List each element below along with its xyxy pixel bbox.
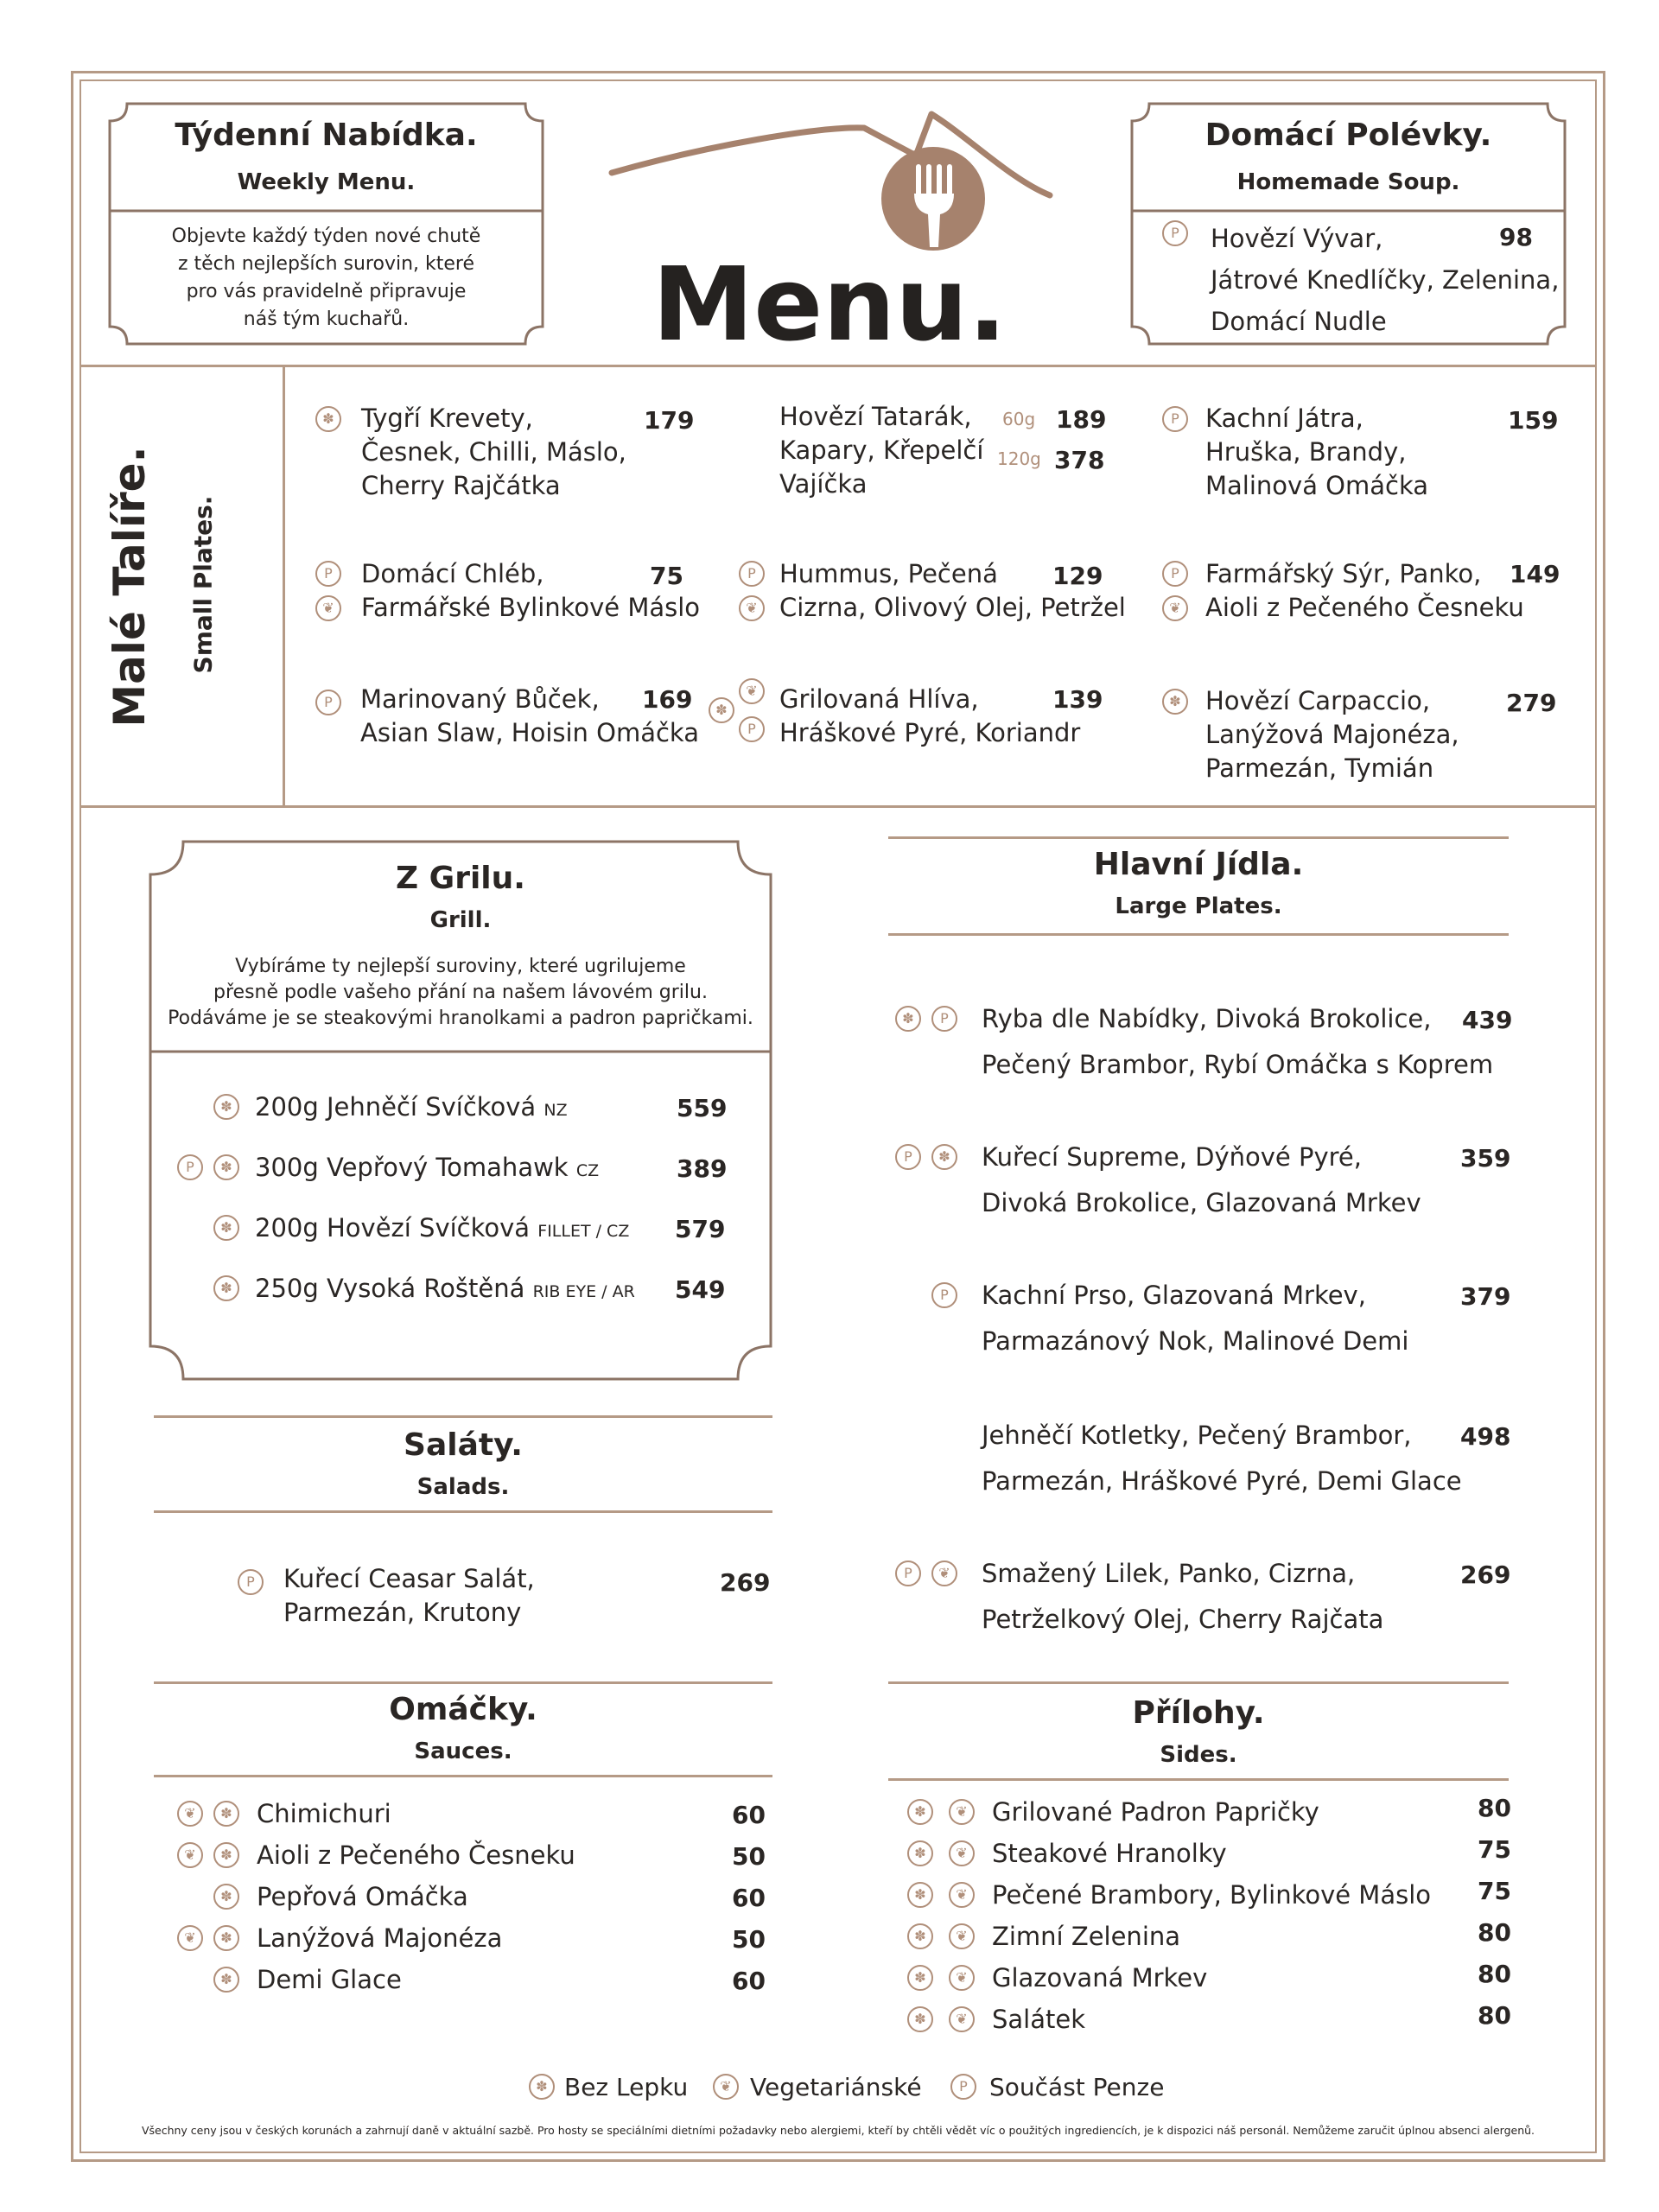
sauce-price: 60 [732, 1801, 766, 1829]
grill-description [149, 954, 772, 1032]
salads-title: Saláty. [404, 1427, 523, 1463]
grill-item-label: 250g Vysoká Roštěná [255, 1274, 525, 1303]
main-item-line: Parmazánový Nok, Malinové Demi [982, 1326, 1409, 1356]
wheat-icon: ✽ [213, 1884, 239, 1910]
side-name: Zimní Zelenina [992, 1922, 1181, 1951]
main-item-line: Smažený Lilek, Panko, Cizrna, [982, 1559, 1356, 1588]
sides-title: Přílohy. [1132, 1695, 1265, 1731]
sauce-name: Pepřová Omáčka [257, 1882, 468, 1911]
soup-price: 98 [1499, 223, 1533, 251]
salads-rule-bottom [154, 1510, 772, 1513]
wheat-icon: ✽ [907, 1799, 933, 1825]
grill-item-origin: RIB EYE / AR [532, 1282, 635, 1301]
salads-rule-top [154, 1415, 772, 1418]
main-item-line: Jehněčí Kotletky, Pečený Brambor, [982, 1421, 1412, 1450]
sauces-subtitle: Sauces. [414, 1738, 512, 1764]
salad-line: Kuřecí Ceasar Salát, [283, 1564, 535, 1593]
leaf-icon: ❦ [315, 595, 341, 621]
main-item-line: Divoká Brokolice, Glazovaná Mrkev [982, 1188, 1421, 1217]
item-line: Vajíčka [779, 469, 868, 499]
wheat-icon: ✽ [907, 2006, 933, 2032]
item-price: 129 [1052, 562, 1103, 590]
leaf-icon: ❦ [949, 2006, 975, 2032]
grill-desc-line: Vybíráme ty nejlepší suroviny, které ugrilujeme [235, 956, 686, 977]
grill-item-name [255, 1090, 568, 1128]
side-name: Steakové Hranolky [992, 1839, 1227, 1868]
item-line: Kachní Játra, [1205, 404, 1363, 433]
main-item-price: 439 [1462, 1006, 1513, 1034]
main-item-line: Kachní Prso, Glazovaná Mrkev, [982, 1281, 1366, 1310]
grill-subtitle: Grill. [429, 907, 492, 933]
side-name: Glazovaná Mrkev [992, 1963, 1208, 1993]
grill-desc-line: Podáváme je se steakovými hranolkami a padron papričkami. [168, 1007, 753, 1029]
item-line: Marinovaný Bůček, [360, 684, 600, 714]
sauces-title: Omáčky. [389, 1692, 537, 1727]
item-price: 139 [1052, 685, 1103, 714]
lunch-icon: P [1162, 406, 1188, 432]
small-plates-subtitle: Small Plates. [188, 495, 218, 674]
sides-subtitle: Sides. [1160, 1742, 1237, 1768]
soup-line: Játrové Knedlíčky, Zelenina, [1211, 265, 1560, 295]
wheat-icon: ✽ [1162, 689, 1188, 715]
grill-item-price: 549 [675, 1275, 726, 1304]
side-name: Grilované Padron Papričky [992, 1797, 1319, 1827]
side-price: 75 [1478, 1877, 1511, 1905]
mains-rule-bottom [888, 933, 1509, 936]
grill-item-price: 579 [675, 1215, 726, 1243]
leaf-icon: ❦ [739, 678, 765, 704]
item-line: Cherry Rajčátka [361, 471, 561, 500]
legend-vegetarian: Vegetariánské [750, 2073, 922, 2101]
grill-item-label: 200g Jehněčí Svíčková [255, 1092, 537, 1122]
weekly-title: Týdenní Nabídka. [175, 118, 478, 153]
sauce-price: 60 [732, 1884, 766, 1912]
lunch-icon: P [238, 1569, 264, 1595]
grill-desc-line: přesně podle vašeho přání na našem lávovém grilu. [213, 982, 708, 1003]
main-item-price: 498 [1460, 1422, 1511, 1451]
sauce-price: 60 [732, 1967, 766, 1995]
lunch-icon: P [950, 2074, 976, 2100]
item-line: Aioli z Pečeného Česneku [1205, 593, 1524, 622]
item-line: Hráškové Pyré, Koriandr [779, 718, 1081, 747]
grill-item-label: 300g Vepřový Tomahawk [255, 1153, 569, 1182]
main-item-line: Petrželkový Olej, Cherry Rajčata [982, 1605, 1384, 1634]
sauces-rule-top [154, 1681, 772, 1684]
side-price: 80 [1478, 1918, 1511, 1947]
item-price: 279 [1506, 689, 1557, 717]
wheat-icon: ✽ [709, 697, 734, 723]
item-weight: 120g [997, 448, 1041, 469]
leaf-icon: ❦ [949, 1882, 975, 1908]
wheat-icon: ✽ [213, 1967, 239, 1993]
grill-item-name [255, 1211, 629, 1249]
leaf-icon: ❦ [949, 1840, 975, 1866]
item-line: Grilovaná Hlíva, [779, 684, 979, 714]
leaf-icon: ❦ [931, 1560, 957, 1586]
soup-line: Domácí Nudle [1211, 307, 1387, 336]
lunch-icon: P [739, 561, 765, 587]
grill-item-origin: NZ [543, 1101, 568, 1120]
item-line: Hummus, Pečená [779, 559, 998, 588]
leaf-icon: ❦ [949, 1923, 975, 1949]
salads-subtitle: Salads. [416, 1474, 510, 1500]
footer-note: Všechny ceny jsou v českých korunách a zahrnují daně v aktuální sazbě. Pro hosty se speciálními dietními požadavky nebo alergiemi, kteří by chtěli vědět víc o použitých ingrediencích, je k dispozici náš personál. Nemůžeme zaručit úplnou absenci alergenů. [141, 2124, 1535, 2137]
lunch-icon: P [1162, 561, 1188, 587]
sauces-rule-bottom [154, 1775, 772, 1777]
grill-item-name [255, 1151, 599, 1188]
item-price: 149 [1510, 560, 1560, 588]
main-item-line: Parmezán, Hráškové Pyré, Demi Glace [982, 1466, 1462, 1496]
lunch-icon: P [177, 1154, 203, 1180]
item-weight: 60g [1002, 409, 1036, 429]
wheat-icon: ✽ [895, 1006, 921, 1032]
main-item-price: 379 [1460, 1282, 1511, 1311]
lunch-icon: P [315, 690, 341, 715]
item-price: 169 [642, 685, 693, 714]
grill-item-price: 559 [677, 1094, 728, 1122]
main-item-line: Ryba dle Nabídky, Divoká Brokolice, [982, 1004, 1432, 1033]
salad-price: 269 [720, 1568, 771, 1597]
item-line: Domácí Chléb, [361, 559, 544, 588]
main-item-line: Pečený Brambor, Rybí Omáčka s Koprem [982, 1050, 1494, 1079]
lunch-icon: P [931, 1282, 957, 1308]
wheat-icon: ✽ [315, 406, 341, 432]
item-line: Cizrna, Olivový Olej, Petržel [779, 593, 1126, 622]
side-price: 80 [1478, 1794, 1511, 1822]
salad-line: Parmezán, Krutony [283, 1598, 522, 1627]
soup-subtitle: Homemade Soup. [1236, 169, 1460, 195]
sauce-price: 50 [732, 1842, 766, 1871]
grill-item-origin: FILLET / CZ [537, 1222, 630, 1241]
small-plates-title: Malé Talíře. [105, 446, 155, 728]
item-line: Tygří Krevety, [361, 404, 533, 433]
mains-rule-top [888, 836, 1509, 839]
weekly-desc-line: Objevte každý týden nové chutě [171, 226, 481, 247]
mains-title: Hlavní Jídla. [1093, 847, 1304, 882]
item-price: 189 [1056, 405, 1107, 434]
leaf-icon: ❦ [713, 2074, 739, 2100]
wheat-icon: ✽ [213, 1801, 239, 1827]
wheat-icon: ✽ [931, 1144, 957, 1170]
wheat-icon: ✽ [907, 1965, 933, 1991]
side-price: 80 [1478, 2001, 1511, 2030]
main-item-price: 359 [1460, 1144, 1511, 1173]
item-line: Lanýžová Majonéza, [1205, 720, 1459, 749]
main-item-price: 269 [1460, 1560, 1511, 1589]
side-price: 75 [1478, 1835, 1511, 1864]
soup-title: Domácí Polévky. [1205, 118, 1492, 153]
sauce-name: Chimichuri [257, 1799, 391, 1828]
leaf-icon: ❦ [177, 1801, 203, 1827]
leaf-icon: ❦ [1162, 595, 1188, 621]
leaf-icon: ❦ [177, 1925, 203, 1951]
lunch-icon: P [315, 561, 341, 587]
item-line: Parmezán, Tymián [1205, 753, 1434, 783]
mains-subtitle: Large Plates. [1115, 893, 1282, 919]
leaf-icon: ❦ [949, 1965, 975, 1991]
grill-item-label: 200g Hovězí Svíčková [255, 1213, 531, 1243]
side-name: Pečené Brambory, Bylinkové Máslo [992, 1880, 1432, 1910]
sauce-price: 50 [732, 1925, 766, 1954]
item-price: 159 [1508, 406, 1559, 435]
menu-title: Menu. [652, 245, 1007, 364]
side-price: 80 [1478, 1960, 1511, 1988]
main-item-line: Kuřecí Supreme, Dýňové Pyré, [982, 1142, 1362, 1172]
legend-lunch: Součást Penze [989, 2073, 1165, 2101]
wheat-icon: ✽ [213, 1154, 239, 1180]
soup-line: Hovězí Vývar, [1211, 224, 1383, 253]
wheat-icon: ✽ [213, 1275, 239, 1301]
lunch-icon: P [931, 1006, 957, 1032]
legend [518, 2070, 1192, 2108]
weekly-subtitle: Weekly Menu. [237, 169, 416, 195]
grill-title: Z Grilu. [396, 861, 525, 896]
weekly-desc-line: náš tým kuchařů. [243, 308, 410, 330]
wheat-icon: ✽ [213, 1925, 239, 1951]
item-price: 179 [644, 406, 695, 435]
wheat-icon: ✽ [213, 1094, 239, 1120]
item-line: Hovězí Carpaccio, [1205, 686, 1431, 715]
sauce-name: Demi Glace [257, 1965, 402, 1994]
weekly-description [108, 223, 544, 334]
weekly-desc-line: pro vás pravidelně připravuje [186, 281, 467, 302]
divider-middle [79, 805, 1597, 808]
item-price: 75 [650, 562, 683, 590]
grill-item-origin: CZ [575, 1161, 600, 1180]
grill-item-name [255, 1272, 635, 1309]
wheat-icon: ✽ [529, 2074, 555, 2100]
side-name: Salátek [992, 2005, 1086, 2034]
item-line: Farmářský Sýr, Panko, [1205, 559, 1482, 588]
wheat-icon: ✽ [213, 1842, 239, 1868]
divider-vertical [283, 365, 285, 806]
item-line: Hruška, Brandy, [1205, 437, 1407, 467]
item-line: Asian Slaw, Hoisin Omáčka [360, 718, 699, 747]
wheat-icon: ✽ [213, 1215, 239, 1241]
leaf-icon: ❦ [739, 595, 765, 621]
grill-item-price: 389 [677, 1154, 728, 1183]
sides-rule-top [888, 1681, 1509, 1684]
wheat-icon: ✽ [907, 1840, 933, 1866]
sides-rule-bottom [888, 1778, 1509, 1781]
item-line: Česnek, Chilli, Máslo, [361, 437, 626, 467]
weekly-desc-line: z těch nejlepších surovin, které [177, 253, 475, 275]
legend-gluten-free: Bez Lepku [564, 2073, 689, 2101]
item-line: Farmářské Bylinkové Máslo [361, 593, 701, 622]
item-line: Hovězí Tatarák, [779, 402, 972, 431]
lunch-icon: P [739, 716, 765, 742]
sauce-name: Lanýžová Majonéza [257, 1923, 503, 1953]
divider-top [79, 365, 1597, 367]
sauce-name: Aioli z Pečeného Česneku [257, 1840, 575, 1870]
wheat-icon: ✽ [907, 1923, 933, 1949]
item-price: 378 [1054, 446, 1105, 474]
item-line: Malinová Omáčka [1205, 471, 1429, 500]
leaf-icon: ❦ [177, 1842, 203, 1868]
leaf-icon: ❦ [949, 1799, 975, 1825]
lunch-icon: P [895, 1560, 921, 1586]
item-line: Kapary, Křepelčí [779, 435, 984, 465]
wheat-icon: ✽ [907, 1882, 933, 1908]
lunch-icon: P [895, 1144, 921, 1170]
lunch-icon: P [1162, 220, 1188, 246]
